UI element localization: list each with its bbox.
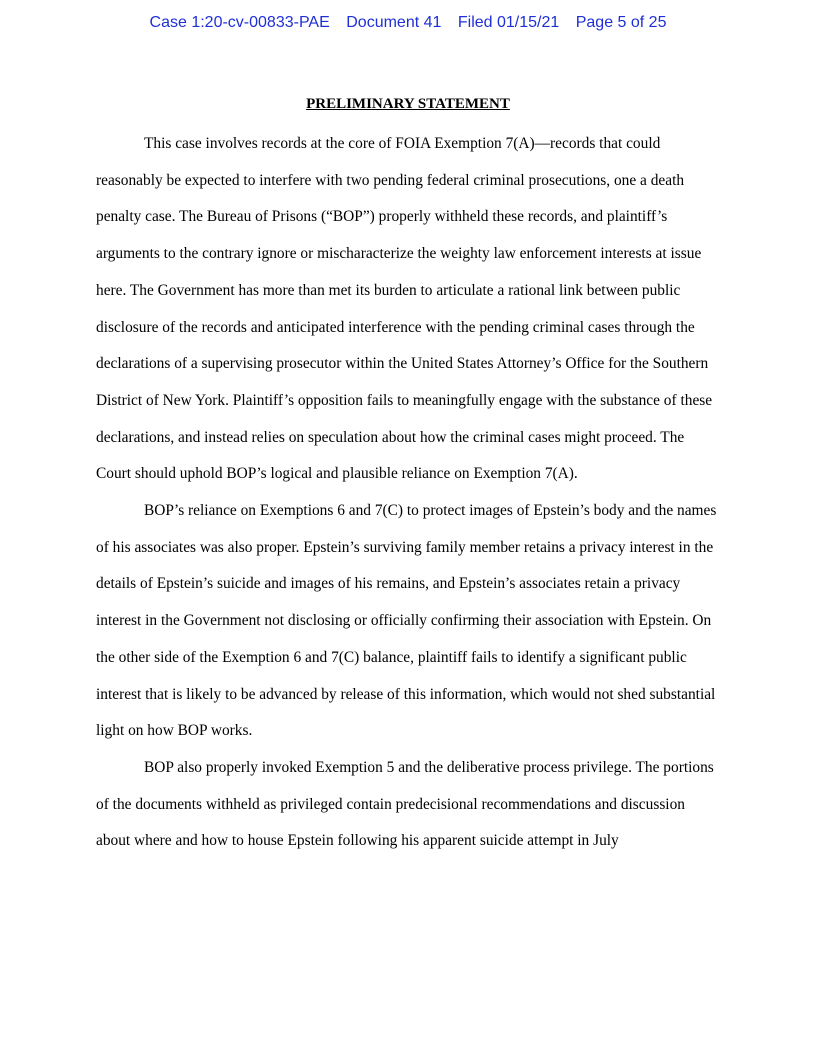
document-number: Document 41	[346, 14, 442, 31]
ecf-filing-header	[0, 14, 816, 32]
paragraph: BOP also properly invoked Exemption 5 and the deliberative process privilege. The portions of the documents withheld as privileged contain predecisional recommendations and discussion about where and how to house Epstein following his apparent suicide attempt in July	[96, 758, 714, 850]
paragraph: BOP’s reliance on Exemptions 6 and 7(C) to protect images of Epstein’s body and the names of his associates was also proper. Epstein’s surviving family member retains a privacy interest in the details of Epstein’s suicide and images of his remains, and Epstein’s associates retain a privacy interest in the Government not disclosing or officially confirming their association with Epstein. On the other side of the Exemption 6 and 7(C) balance, plaintiff fails to identify a significant public interest that is likely to be advanced by release of this information, which would not shed substantial light on how BOP works.	[96, 502, 717, 740]
paragraph: This case involves records at the core of FOIA Exemption 7(A)—records that could reasonably be expected to interfere with two pending federal criminal prosecutions, one a death penalty case. The Bureau of Prisons (“BOP”) properly withheld these records, and plaintiff’s arguments to the contrary ignore or mischaracterize the weighty law enforcement interests at issue here. The Government has more than met its burden to articulate a rational link between public disclosure of the records and anticipated interference with the pending criminal cases through the declarations of a supervising prosecutor within the United States Attorney’s Office for the Southern District of New York. Plaintiff’s opposition fails to meaningfully engage with the substance of these declarations, and instead relies on speculation about how the criminal cases might proceed. The Court should uphold BOP’s logical and plausible reliance on Exemption 7(A).	[96, 135, 713, 483]
document-body	[96, 126, 721, 860]
page-number: Page 5 of 25	[575, 14, 667, 31]
filed-date: Filed 01/15/21	[457, 14, 560, 31]
section-title: PRELIMINARY STATEMENT	[306, 96, 510, 112]
case-number: Case 1:20-cv-00833-PAE	[149, 14, 330, 31]
